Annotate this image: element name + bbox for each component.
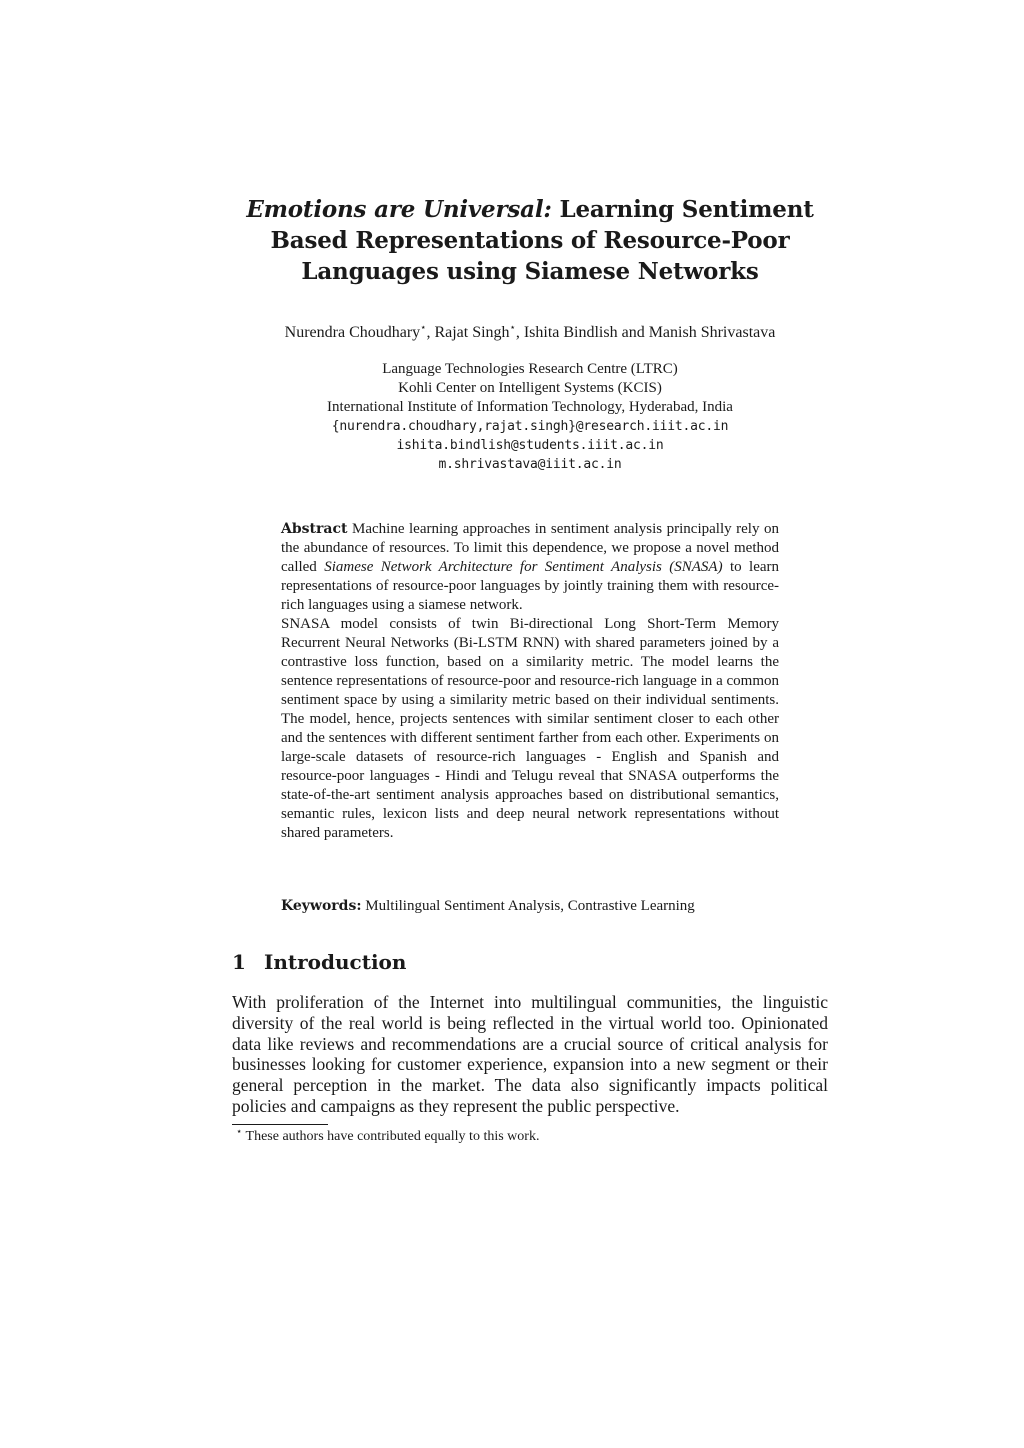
affiliation-block (200, 360, 860, 474)
author-2: Rajat Singh (434, 324, 510, 341)
affiliation-line: International Institute of Information Technology, Hyderabad, India (327, 399, 733, 415)
title-line3: Languages using Siamese Networks (301, 258, 759, 285)
abstract-method-name: Siamese Network Architecture for Sentiment Analysis (SNASA) (324, 559, 723, 575)
title-italic-part: Emotions are Universal: (246, 196, 552, 223)
footnote-rule (232, 1124, 328, 1125)
abstract-paragraph: SNASA model consists of twin Bi-directional Long Short-Term Memory Recurrent Neural Networks (Bi-LSTM RNN) with shared parameters joined by a contrastive loss function, based on a similarity metric. The model learns the sentence representations of resource-poor and resource-rich language in a common sentiment space by using a similarity metric based on their individual sentiments. The model, hence, projects sentences with similar sentiment closer to each other and the sentences with different sentiment farther from each other. Experiments on large-scale datasets of resource-rich languages - English and Spanish and resource-poor languages - Hindi and Telugu reveal that SNASA outperforms the state-of-the-art sentiment analysis approaches based on distributional semantics, semantic rules, lexicon lists and deep neural network representations without shared parameters. (281, 616, 779, 841)
author-1: Nurendra Choudhary (284, 324, 421, 341)
affiliation-line: Language Technologies Research Centre (LTRC) (382, 361, 678, 377)
section-number: 1 (232, 950, 246, 974)
title-line2: Based Representations of Resource-Poor (270, 227, 790, 254)
affiliation-line: Kohli Center on Intelligent Systems (KCIS) (398, 380, 662, 396)
keywords-text: Multilingual Sentiment Analysis, Contrastive Learning (365, 898, 695, 914)
abstract-text: Machine learning approaches in sentiment analysis principally rely on the abundance of resources. To limit this dependence, we propose a novel method called (281, 521, 780, 575)
equal-contribution-marker: ⋆ (420, 322, 427, 334)
author-3-and-4: Ishita Bindlish and Manish Shrivastava (523, 324, 776, 341)
email-line: m.shrivastava@iiit.ac.in (438, 457, 622, 472)
footnote (236, 1128, 539, 1146)
section-heading (232, 949, 406, 975)
abstract-text: to learn representations of resource-poor languages by jointly training them with resource-rich languages using a siamese network. (281, 559, 780, 613)
author-separator: , (515, 324, 524, 341)
author-list (160, 323, 900, 343)
abstract-label: Abstract (281, 521, 348, 537)
footnote-text: These authors have contributed equally to this work. (245, 1129, 540, 1144)
keywords-line (281, 897, 779, 916)
abstract-block (281, 520, 779, 843)
title-line1-rest: Learning Sentiment (559, 196, 814, 223)
abstract-paragraph (281, 520, 779, 615)
keywords-label: Keywords: (281, 898, 362, 914)
paper-title (200, 194, 860, 287)
author-separator: , (426, 324, 435, 341)
email-line: ishita.bindlish@students.iiit.ac.in (396, 438, 664, 453)
body-paragraph: With proliferation of the Internet into multilingual communities, the linguistic diversity of the real world is being reflected in the virtual world too. Opinionated data like reviews and recommendations are a crucial source of critical analysis for businesses looking for customer experience, expansion into a new segment or their general perception in the market. The data also significantly impacts political policies and campaigns as they represent the public perspective. (232, 992, 828, 1116)
section-title: Introduction (264, 950, 407, 974)
equal-contribution-marker: ⋆ (509, 322, 516, 334)
email-line: {nurendra.choudhary,rajat.singh}@research.iiit.ac.in (331, 419, 729, 434)
footnote-marker: ⋆ (236, 1126, 243, 1138)
